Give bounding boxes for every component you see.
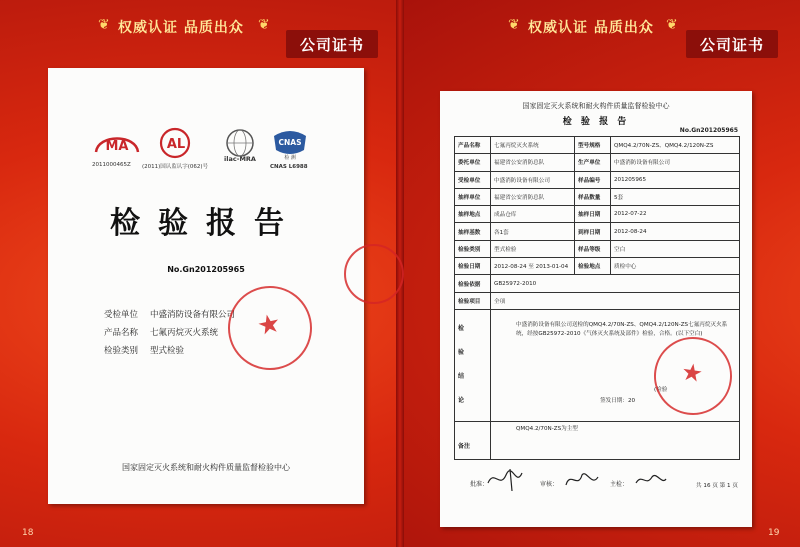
report-issuer: 国家固定灭火系统和耐火构件质量监督检验中心	[522, 102, 670, 110]
table-row: 检验依据 GB25972-2010	[455, 275, 740, 292]
banner-slogan: 权威认证 品质出众	[118, 20, 244, 36]
table-row: 抽样地点 成品仓库 抽样日期 2012-07-22	[455, 206, 740, 223]
info-row: 检验类别 型式检验	[104, 346, 185, 356]
remark-text: QMQ4.2/70N-ZS为主型	[516, 426, 578, 432]
info-row: 受检单位 中盛消防设备有限公司	[104, 310, 236, 320]
handwritten-signatures	[486, 465, 736, 495]
table-row: 产品名称 七氟丙烷灭火系统 型号规格 QMQ4.2/70N-ZS、QMQ4.2/120N-ZS	[455, 137, 740, 154]
issuer-footer: 国家固定灭火系统和耐火构件质量监督检验中心	[122, 463, 290, 472]
svg-text:ilac-MRA: ilac-MRA	[224, 155, 256, 162]
seal-star-icon: ★	[679, 357, 705, 389]
conclusion-label-char: 论	[458, 397, 465, 404]
banner-right	[404, 0, 800, 56]
ilac-mra-logo	[220, 128, 260, 166]
issue-date: 签发日期：20	[600, 398, 636, 404]
report-number: No.Gn201205965	[167, 265, 245, 274]
svg-text:MA: MA	[105, 139, 129, 154]
certification-logos	[88, 126, 318, 186]
table-row: 抽样基数 各1套 到样日期 2012-08-24	[455, 223, 740, 240]
report-number: No.Gn201205965	[679, 127, 738, 134]
cma-logo: MA 2011000465Z	[92, 126, 142, 164]
report-cover-page	[48, 68, 364, 504]
table-row: 抽样单位 福建省公安消防总队 样品数量 5套	[455, 188, 740, 205]
page-number-left: 18	[22, 528, 34, 538]
banner-tag: 公司证书	[286, 30, 378, 58]
seal-star-icon: ★	[254, 308, 284, 343]
report-subtitle: 检 验 报 告	[562, 117, 630, 127]
cal-logo: AL (2011)国认监认字(062)号	[150, 126, 200, 164]
stamp-note: (检验	[654, 387, 668, 393]
conclusion-label-char: 检	[458, 325, 465, 332]
banner-slogan: 权威认证 品质出众	[528, 20, 654, 36]
maker-label: 主检：	[610, 481, 629, 488]
page-info: 共 16 页 第 1 页	[696, 483, 738, 489]
company-seal	[220, 278, 320, 378]
report-title: 检验报告	[110, 206, 302, 241]
svg-text:AL: AL	[166, 137, 186, 152]
remark-label: 备注	[458, 443, 471, 450]
page-number-right: 19	[768, 528, 780, 538]
table-row: 检验日期 2012-08-24 至 2013-01-04 检验地点 质检中心	[455, 258, 740, 275]
ornament-icon: ❦	[98, 17, 110, 33]
banner-left	[0, 0, 396, 56]
table-row: 检验项目 全项	[455, 292, 740, 309]
report-detail-page	[440, 91, 752, 527]
approver-label: 批准：	[470, 481, 489, 488]
table-row: 委托单位 福建省公安消防总队 生产单位 中盛消防设备有限公司	[455, 154, 740, 171]
ornament-icon: ❦	[508, 17, 520, 33]
table-row-remark	[455, 421, 740, 459]
edge-seal	[344, 244, 404, 304]
cnas-mark-icon	[268, 128, 312, 162]
conclusion-label-char: 结	[458, 373, 465, 380]
svg-text:CNAS: CNAS	[278, 138, 302, 147]
ornament-icon: ❦	[666, 17, 678, 33]
table-row: 检验类别 型式检验 样品等级 空白	[455, 240, 740, 257]
conclusion-label-char: 验	[458, 349, 465, 356]
svg-text:检 测: 检 测	[284, 155, 296, 161]
reviewer-label: 审核：	[540, 481, 559, 488]
cal-mark-icon	[150, 126, 200, 160]
info-row: 产品名称 七氟丙烷灭火系统	[104, 328, 219, 338]
ilac-globe-icon	[220, 128, 260, 162]
table-row: 受检单位 中盛消防设备有限公司 样品编号 201205965	[455, 171, 740, 188]
cnas-logo: CNAS 检 测 CNAS L6988	[268, 128, 312, 166]
conclusion-text: 中盛消防设备有限公司送检的QMQ4.2/70N-ZS、QMQ4.2/120N-ZS七氟丙烷灭火系统，经按GB25972-2010《气体灭火系统及部件》检验，合格。(以下空白)	[516, 322, 728, 337]
cma-mark-icon	[92, 126, 142, 160]
ornament-icon: ❦	[258, 17, 270, 33]
banner-tag: 公司证书	[686, 30, 778, 58]
